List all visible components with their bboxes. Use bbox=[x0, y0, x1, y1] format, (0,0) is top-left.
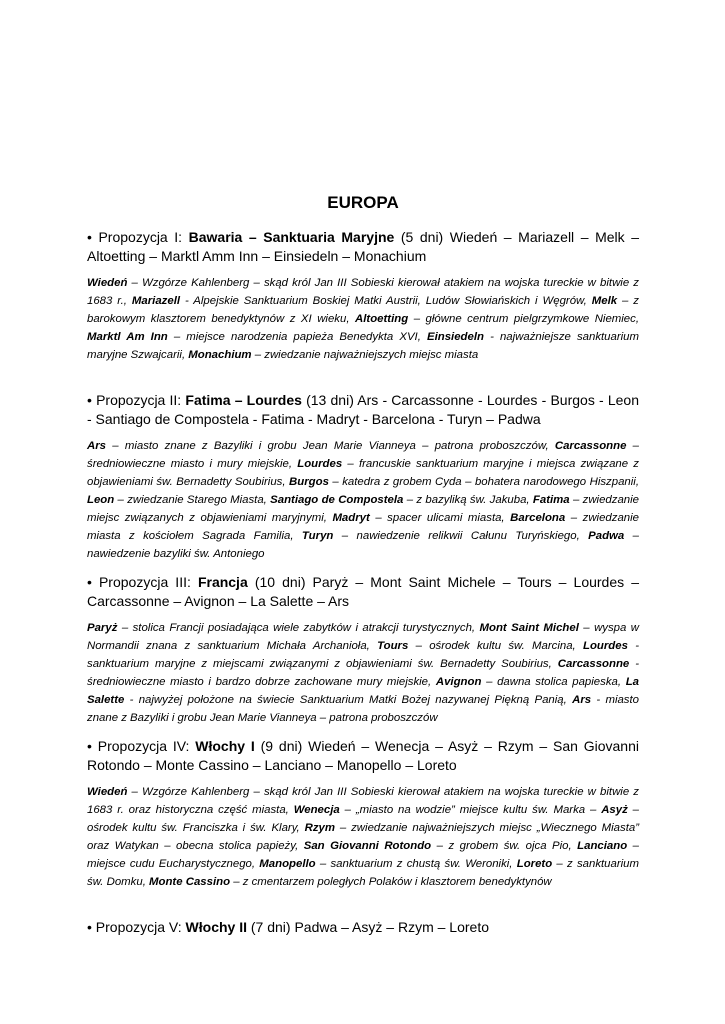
text-run: – główne centrum pielgrzymkowe Niemiec, bbox=[408, 313, 639, 325]
text-run: – dawna stolica papieska, bbox=[481, 676, 626, 688]
text-run: - Alpejskie Sanktuarium Boskiej Matki Austrii, Ludów Słowiańskich i Węgrów, bbox=[180, 295, 592, 307]
bold-text-run: Burgos bbox=[289, 476, 329, 488]
bold-text-run: Madryt bbox=[332, 512, 370, 524]
text-run: – zwiedzanie miejsc związanych z objawieniami maryjnymi, bbox=[87, 494, 639, 524]
text-run: – z barokowym klasztorem benedyktynów z XI wieku, bbox=[87, 295, 639, 325]
bold-text-run: Einsiedeln bbox=[426, 331, 484, 343]
text-run: - najwyżej położone na świecie Sanktuarium Matki Bożej nazywanej Piękną Panią, bbox=[124, 694, 573, 706]
text-run: – Wzgórze Kahlenberg – skąd król Jan III Sobieski kierował atakiem na wojska tureckie w bitwie z 1683 r., bbox=[87, 277, 639, 307]
proposal-3-description bbox=[87, 619, 639, 727]
proposal-3-heading bbox=[87, 573, 639, 611]
text-run: – wyspa w Normandii znana z sanktuarium Michała Archanioła, bbox=[87, 622, 640, 652]
bold-text-run: Mariazell bbox=[131, 295, 181, 307]
bold-text-run: Lourdes bbox=[583, 640, 628, 652]
bold-text-run: Fatima – Lourdes bbox=[185, 392, 302, 408]
page-title: EUROPA bbox=[327, 193, 399, 212]
text-run: – Wzgórze Kahlenberg – skąd król Jan III Sobieski kierował atakiem na wojska tureckie w bitwie z 1683 r. oraz historyczna część miasta, bbox=[87, 786, 639, 816]
text-run: – katedra z grobem Cyda – bohatera narodowego Hiszpanii, bbox=[328, 476, 639, 488]
text-run: (9 dni) Wiedeń – Wenecja – Asyż – Rzym – San Giovanni Rotondo – Monte Cassino – Lanciano – Manopello – Loreto bbox=[87, 738, 639, 773]
text-run: (13 dni) Ars - Carcassonne - Lourdes - Burgos - Leon - Santiago de Compostela - Fatima - Madryt - Barcelona - Turyn – Padwa bbox=[87, 392, 639, 427]
bold-text-run: Wiedeń bbox=[87, 786, 128, 798]
bold-text-run: Wenecja bbox=[293, 804, 340, 816]
text-run: – „miasto na wodzie” miejsce kultu św. Marka – bbox=[339, 804, 602, 816]
bold-text-run: Carcassonne bbox=[554, 440, 627, 452]
bold-text-run: Paryż bbox=[87, 622, 118, 634]
bold-text-run: Lourdes bbox=[297, 458, 343, 470]
text-run: - najważniejsze sanktuarium maryjne Szwajcarii, bbox=[87, 331, 640, 361]
bold-text-run: Ars bbox=[572, 694, 592, 706]
proposal-5-heading bbox=[87, 918, 639, 937]
bold-text-run: Fatima bbox=[532, 494, 570, 506]
text-run: - średniowieczne miasto i bardzo dobrze zachowane mury miejskie, bbox=[87, 658, 639, 688]
bold-text-run: Avignon bbox=[435, 676, 482, 688]
bold-text-run: Altoetting bbox=[355, 313, 409, 325]
text-run: – spacer ulicami miasta, bbox=[369, 512, 511, 524]
text-run: – z grobem św. ojca Pio, bbox=[431, 840, 578, 852]
bold-text-run: Mont Saint Michel bbox=[479, 622, 579, 634]
proposal-4-heading bbox=[87, 737, 639, 775]
text-run: (5 dni) Wiedeń – Mariazell – Melk – Altoetting – Marktl Amm Inn – Einsiedeln – Monachium bbox=[87, 229, 639, 264]
text-run: – z bazyliką św. Jakuba, bbox=[403, 494, 533, 506]
text-run: – zwiedzanie Starego Miasta, bbox=[114, 494, 271, 506]
text-run: • Propozycja IV: bbox=[87, 738, 196, 754]
bold-text-run: Rzym bbox=[304, 822, 335, 834]
bold-text-run: Leon bbox=[87, 494, 115, 506]
bold-text-run: Marktl Am Inn bbox=[87, 331, 168, 343]
bold-text-run: Ars bbox=[87, 440, 106, 452]
bold-text-run: San Giovanni Rotondo bbox=[303, 840, 432, 852]
bold-text-run: Turyn bbox=[301, 530, 334, 542]
bold-text-run: Monachium bbox=[188, 349, 252, 361]
text-run: - sanktuarium maryjne z miejscami związanymi z objawieniami św. Bernadetty Soubirius, bbox=[87, 640, 639, 670]
text-run: • Propozycja I: bbox=[87, 229, 189, 245]
text-run: – ośrodek kultu św. Marcina, bbox=[408, 640, 583, 652]
proposal-2-description bbox=[87, 437, 639, 563]
text-run: (10 dni) Paryż – Mont Saint Michele – Tours – Lourdes – Carcassonne – Avignon – La Salette – Ars bbox=[87, 574, 639, 609]
bold-text-run: La Salette bbox=[87, 676, 639, 706]
bold-text-run: Manopello bbox=[259, 858, 316, 870]
text-run: – średniowieczne miasto i mury miejskie, bbox=[87, 440, 639, 470]
text-run: • Propozycja III: bbox=[87, 574, 198, 590]
bold-text-run: Asyż bbox=[601, 804, 628, 816]
proposal-1-description bbox=[87, 274, 639, 364]
text-run: – ośrodek kultu św. Franciszka i św. Klary, bbox=[87, 804, 639, 834]
bold-text-run: Monte Cassino bbox=[149, 876, 231, 888]
text-run: – miejsce cudu Eucharystycznego, bbox=[87, 840, 639, 870]
text-run: – nawiedzenie bazyliki św. Antoniego bbox=[87, 530, 640, 560]
text-run: – miejsce narodzenia papieża Benedykta XVI, bbox=[167, 331, 427, 343]
bold-text-run: Loreto bbox=[516, 858, 553, 870]
text-run: – zwiedzanie najważniejszych miejsc miasta bbox=[251, 349, 479, 361]
text-run: – z sanktuarium św. Domku, bbox=[87, 858, 639, 888]
text-run: – zwiedzanie najważniejszych miejsc „Wiecznego Miasta” oraz Watykan – obecna stolica papieży, bbox=[87, 822, 639, 852]
text-run: – z cmentarzem poległych Polaków i klasztorem benedyktynów bbox=[230, 876, 552, 888]
bold-text-run: Bawaria – Sanktuaria Maryjne bbox=[188, 229, 395, 245]
bold-text-run: Wiedeń bbox=[87, 277, 128, 289]
text-run: • Propozycja II: bbox=[87, 392, 186, 408]
text-run: – sanktuarium z chustą św. Weroniki, bbox=[315, 858, 517, 870]
bold-text-run: Włochy II bbox=[185, 919, 247, 935]
bold-text-run: Melk bbox=[591, 295, 618, 307]
bold-text-run: Włochy I bbox=[195, 738, 255, 754]
bold-text-run: Carcassonne bbox=[557, 658, 630, 670]
bold-text-run: Lanciano bbox=[577, 840, 628, 852]
proposal-4-description bbox=[87, 783, 639, 891]
text-run: – miasto znane z Bazyliki i grobu Jean Marie Vianneya – patrona proboszczów, bbox=[106, 440, 555, 452]
text-run: – francuskie sanktuarium maryjne i miejsca związane z objawieniami św. Bernadetty Soubirius, bbox=[87, 458, 639, 488]
text-run: • Propozycja V: bbox=[87, 919, 186, 935]
text-run: – zwiedzanie miasta z kościołem Sagrada Familia, bbox=[87, 512, 639, 542]
text-run: – stolica Francji posiadająca wiele zabytków i atrakcji turystycznych, bbox=[117, 622, 480, 634]
bold-text-run: Barcelona bbox=[510, 512, 566, 524]
text-run: (7 dni) Padwa – Asyż – Rzym – Loreto bbox=[247, 919, 489, 935]
proposal-2-heading bbox=[87, 391, 639, 429]
bold-text-run: Santiago de Compostela bbox=[270, 494, 404, 506]
text-run: – nawiedzenie relikwii Całunu Turyńskiego, bbox=[333, 530, 589, 542]
proposal-1-heading bbox=[87, 228, 639, 266]
text-run: - miasto znane z Bazyliki i grobu Jean Marie Vianneya – patrona proboszczów bbox=[87, 694, 640, 724]
bold-text-run: Tours bbox=[377, 640, 409, 652]
bold-text-run: Francja bbox=[197, 574, 248, 590]
bold-text-run: Padwa bbox=[588, 530, 625, 542]
